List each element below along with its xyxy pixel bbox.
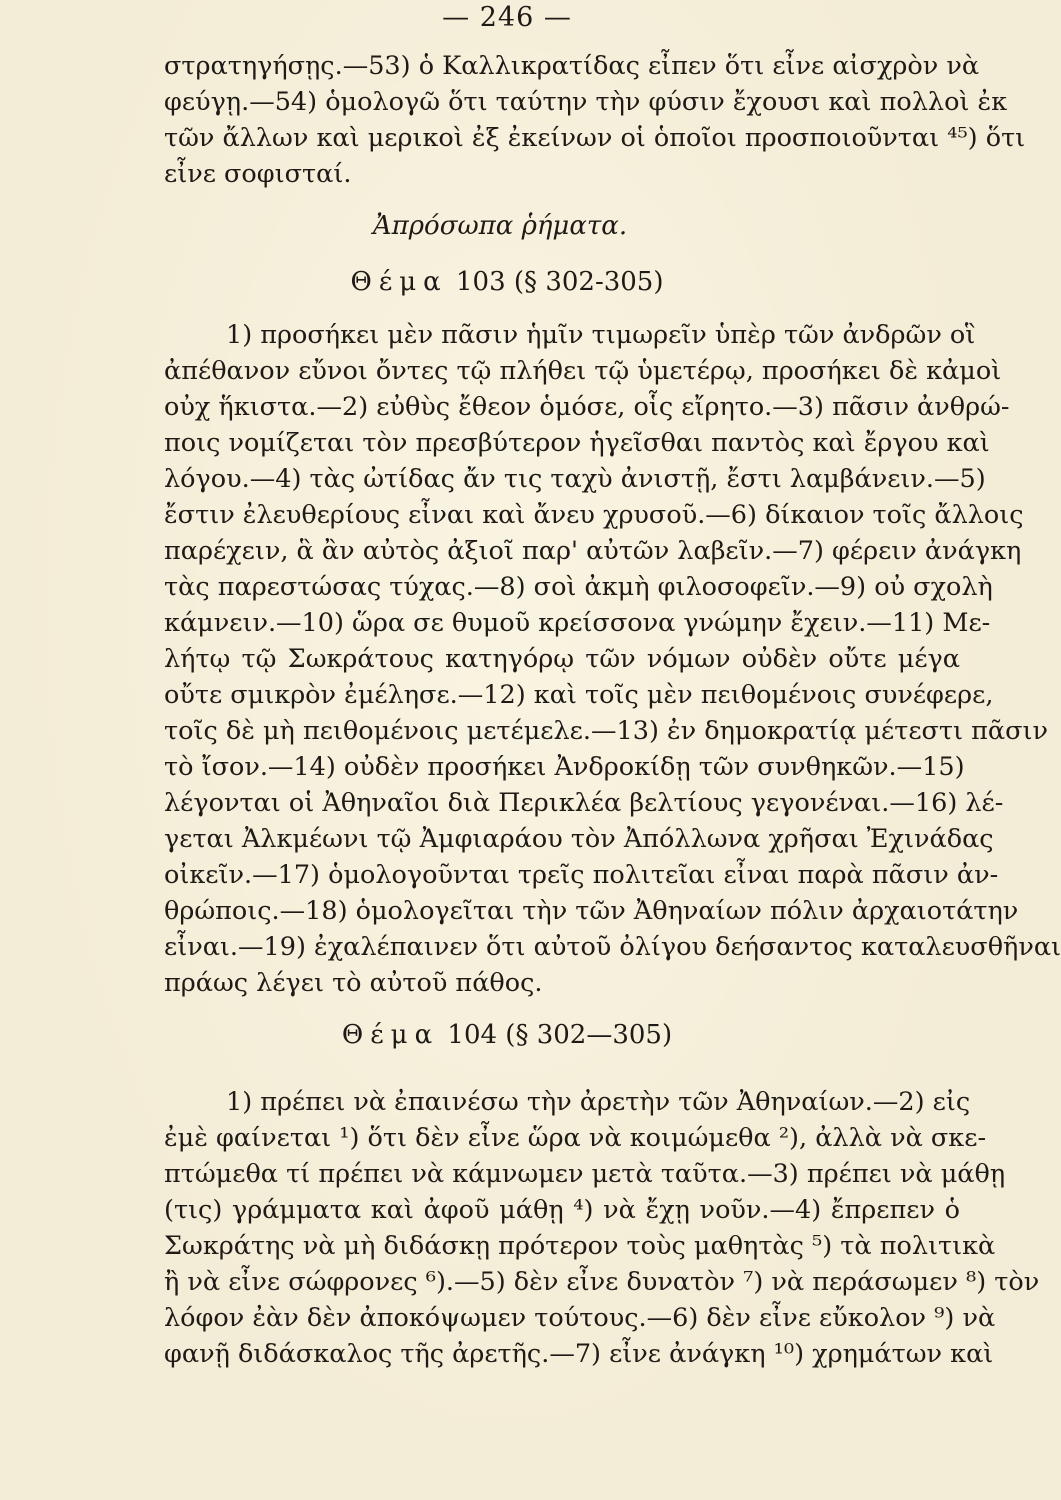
text-line: Σωκράτης νὰ μὴ διδάσκῃ πρότερον τοὺς μαθητὰς ⁵) τὰ πολιτικὰ [164,1231,996,1261]
text-line: εἶναι.—19) ἐχαλέπαινεν ὅτι αὐτοῦ ὀλίγου δεήσαντος καταλευσθῆναι [164,932,1061,962]
text-line: τοῖς δὲ μὴ πειθομένοις μετέμελε.—13) ἐν δημοκρατίᾳ μέτεστι πᾶσιν [164,716,1049,746]
continuation-paragraph [164,48,1026,192]
page-number: — 246 — [442,2,572,33]
text-line: πτώμεθα τί πρέπει νὰ κάμνωμεν μετὰ ταῦτα.—3) πρέπει νὰ μάθῃ [164,1159,1006,1189]
text-line: εἶνε σοφισταί. [164,159,352,189]
text-line: 1) προσήκει μὲν πᾶσιν ἡμῖν τιμωρεῖν ὑπὲρ τῶν ἀνδρῶν οἳ [226,320,976,350]
theme-103-paragraph [164,317,1061,1001]
theme-103-heading [0,267,1014,297]
text-line: λέγονται οἱ Ἀθηναῖοι διὰ Περικλέα βελτίους γεγονέναι.—16) λέ- [164,788,1004,818]
text-line: ἢ νὰ εἶνε σώφρονες ⁶).—5) δὲν εἶνε δυνατὸν ⁷) νὰ περάσωμεν ⁸) τὸν [164,1267,1040,1297]
text-line: ποις νομίζεται τὸν πρεσβύτερον ἡγεῖσθαι παντὸς καὶ ἔργου καὶ [164,428,990,458]
subheading-impersonal-verbs: Ἀπρόσωπα ῥήματα. [372,211,628,241]
text-line: λήτῳ τῷ Σωκράτους κατηγόρῳ τῶν νόμων οὐδὲν οὔτε μέγα [164,644,960,674]
text-line: ἐμὲ φαίνεται ¹) ὅτι δὲν εἶνε ὥρα νὰ κοιμώμεθα ²), ἀλλὰ νὰ σκε- [164,1123,987,1153]
text-line: φεύγῃ.—54) ὁμολογῶ ὅτι ταύτην τὴν φύσιν ἔχουσι καὶ πολλοὶ ἐκ [164,87,1008,117]
theme-104-paragraph [164,1084,1040,1372]
text-line: τὸ ἴσον.—14) οὐδὲν προσήκει Ἀνδροκίδῃ τῶν συνθηκῶν.—15) [164,752,965,782]
text-line: ἔστιν ἐλευθερίους εἶναι καὶ ἄνευ χρυσοῦ.—6) δίκαιον τοῖς ἄλλοις [164,500,1024,530]
text-line: πράως λέγει τὸ αὐτοῦ πάθος. [164,968,543,998]
text-line: κάμνειν.—10) ὥρα σε θυμοῦ κρείσσονα γνώμην ἔχειν.—11) Με- [164,608,991,638]
text-line: παρέχειν, ἃ ἂν αὐτὸς ἀξιοῖ παρ' αὐτῶν λαβεῖν.—7) φέρειν ἀνάγκη [164,536,1022,566]
theme-word: Θέμα [350,267,448,297]
text-line: λόφον ἐὰν δὲν ἀποκόψωμεν τούτους.—6) δὲν εἶνε εὔκολον ⁹) νὰ [164,1303,996,1333]
text-line: τὰς παρεστώσας τύχας.—8) σοὶ ἀκμὴ φιλοσοφεῖν.—9) οὐ σχολὴ [164,572,993,602]
text-line: οὐχ ἥκιστα.—2) εὐθὺς ἔθεον ὁμόσε, οἷς εἴρητο.—3) πᾶσιν ἀνθρώ- [164,392,1010,422]
theme-word: Θέμα [341,1020,440,1050]
theme-reference: 103 (§ 302-305) [456,267,664,297]
text-line: 1) πρέπει νὰ ἐπαινέσω τὴν ἀρετὴν τῶν Ἀθηναίων.—2) εἰς [226,1087,971,1117]
theme-reference: 104 (§ 302—305) [447,1020,673,1050]
text-line: γεται Ἀλκμέωνι τῷ Ἀμφιαράου τὸν Ἀπόλλωνα χρῆσαι Ἐχινάδας [164,824,994,854]
text-line: φανῇ διδάσκαλος τῆς ἀρετῆς.—7) εἶνε ἀνάγκη ¹⁰) χρημάτων καὶ [164,1339,994,1369]
text-line: τῶν ἄλλων καὶ μερικοὶ ἐξ ἐκείνων οἱ ὁποῖοι προσποιοῦνται ⁴⁵) ὅτι [164,123,1026,153]
text-line: θρώποις.—18) ὁμολογεῖται τὴν τῶν Ἀθηναίων πόλιν ἀρχαιοτάτην [164,896,1019,926]
text-line: λόγου.—4) τὰς ὠτίδας ἄν τις ταχὺ ἀνιστῇ, ἔστι λαμβάνειν.—5) [164,464,986,494]
text-line: οἰκεῖν.—17) ὁμολογοῦνται τρεῖς πολιτεῖαι εἶναι παρὰ πᾶσιν ἀν- [164,860,999,890]
text-line: (τις) γράμματα καὶ ἀφοῦ μάθῃ ⁴) νὰ ἔχῃ νοῦν.—4) ἔπρεπεν ὁ [164,1195,960,1225]
text-line: στρατηγήσῃς.—53) ὁ Καλλικρατίδας εἶπεν ὅτι εἶνε αἰσχρὸν νὰ [164,51,980,81]
text-line: οὔτε σμικρὸν ἐμέλησε.—12) καὶ τοῖς μὲν πειθομένοις συνέφερε, [164,680,994,710]
theme-104-heading [0,1020,1014,1050]
text-line: ἀπέθανον εὔνοι ὄντες τῷ πλήθει τῷ ὑμετέρῳ, προσήκει δὲ κἀμοὶ [164,356,1002,386]
